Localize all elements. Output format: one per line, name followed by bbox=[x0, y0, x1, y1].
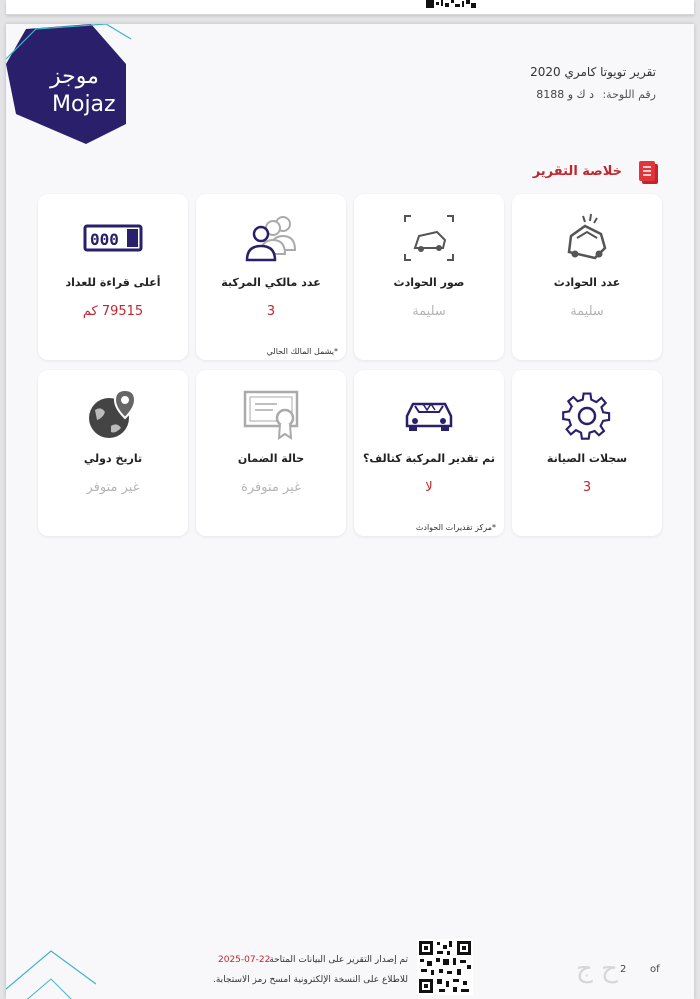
mojaz-logo bbox=[6, 24, 136, 154]
logo-arabic-text: موجز bbox=[50, 64, 99, 89]
card-value: غير متوفر bbox=[86, 480, 140, 495]
card-label: سجلات الصيانة bbox=[546, 452, 628, 465]
card-note: *يشمل المالك الحالي bbox=[266, 347, 338, 356]
card-value: 3 bbox=[266, 304, 276, 319]
globe-pin-icon bbox=[81, 388, 145, 440]
svg-text:000: 000 bbox=[90, 230, 119, 249]
owners-icon bbox=[239, 212, 303, 264]
card-warranty-status bbox=[196, 370, 346, 536]
card-label: حالة الضمان bbox=[237, 452, 305, 465]
summary-title: خلاصة التقرير bbox=[532, 164, 622, 179]
qr-code-icon bbox=[424, 0, 478, 10]
card-total-loss bbox=[354, 370, 504, 536]
footer-date: 2025-07-22 bbox=[218, 955, 271, 965]
card-value: لا bbox=[425, 480, 433, 495]
page-number: 2 bbox=[620, 964, 627, 975]
card-label: أعلى قراءة للعداد bbox=[65, 276, 161, 289]
card-maintenance-records bbox=[512, 370, 662, 536]
report-page bbox=[6, 24, 694, 999]
crash-icon bbox=[555, 212, 619, 264]
card-value: سليمة bbox=[412, 304, 446, 319]
page-of-label: of bbox=[650, 964, 660, 975]
card-value: 79515 كم bbox=[82, 304, 144, 319]
logo-english-text: Mojaz bbox=[52, 92, 116, 117]
card-max-odometer bbox=[38, 194, 188, 360]
plate-value: د ك و 8188 bbox=[536, 88, 594, 101]
watermark-logo: ح ج bbox=[576, 954, 618, 984]
card-label: عدد مالكي المركبة bbox=[221, 276, 321, 289]
card-accident-photos bbox=[354, 194, 504, 360]
card-label: صور الحوادث bbox=[393, 276, 465, 289]
damaged-car-icon bbox=[397, 388, 461, 440]
card-accidents-count bbox=[512, 194, 662, 360]
card-label: عدد الحوادث bbox=[553, 276, 621, 289]
footer-issued-text: تم إصدار التقرير على البيانات المتاحة bbox=[269, 955, 408, 965]
card-value: سليمة bbox=[570, 304, 604, 319]
footer-scan-note: للاطلاع على النسخة الإلكترونية امسح رمز الاستجابة. bbox=[213, 975, 408, 985]
card-note: *مركز تقديرات الحوادث bbox=[415, 523, 496, 532]
gear-icon bbox=[555, 388, 619, 440]
previous-page-edge bbox=[6, 0, 694, 15]
card-international-history bbox=[38, 370, 188, 536]
accident-photo-icon bbox=[397, 212, 461, 264]
card-label: تم تقدير المركبة كتالف؟ bbox=[363, 452, 495, 465]
odometer-icon bbox=[81, 212, 145, 264]
report-title: تقرير تويوتا كامري 2020 bbox=[530, 65, 656, 79]
certificate-icon bbox=[239, 388, 303, 440]
document-icon bbox=[638, 160, 660, 186]
card-owners-count bbox=[196, 194, 346, 360]
plate-label: رقم اللوحة: bbox=[602, 88, 656, 101]
qr-code-icon bbox=[417, 939, 473, 995]
card-label: تاريخ دولي bbox=[83, 452, 143, 465]
card-value: غير متوفرة bbox=[241, 480, 301, 495]
card-value: 3 bbox=[582, 480, 592, 495]
